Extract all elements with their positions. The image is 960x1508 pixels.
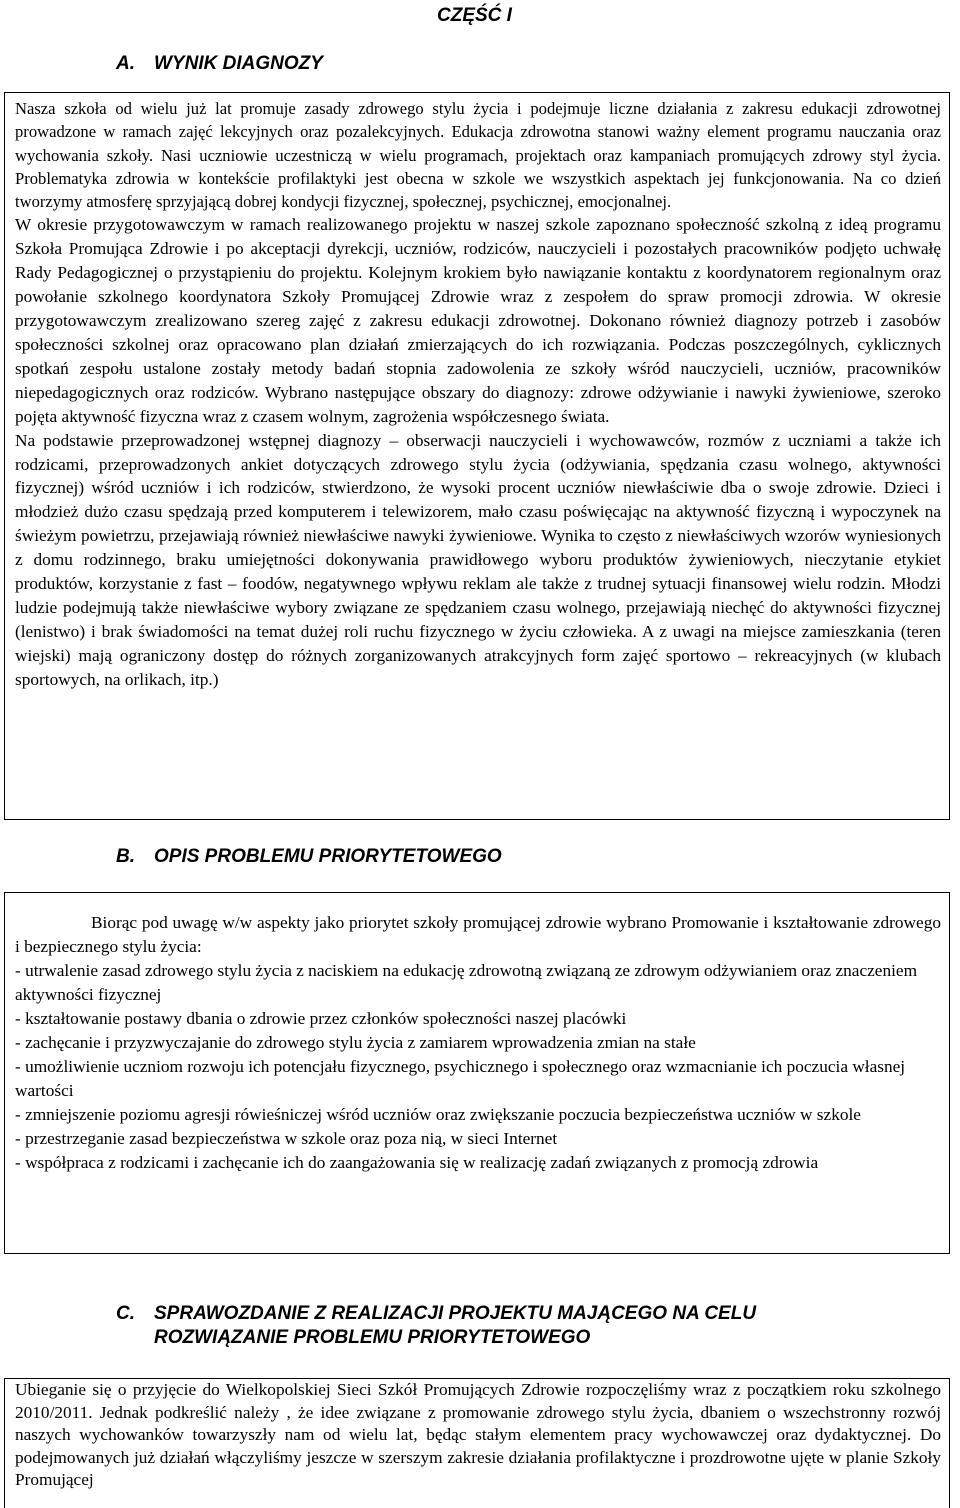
list-item: - przestrzeganie zasad bezpieczeństwa w szkole oraz poza nią, w sieci Internet xyxy=(15,1129,558,1148)
section-a-title: WYNIK DIAGNOZY xyxy=(154,53,323,74)
part-title: CZĘŚĆ I xyxy=(437,5,512,26)
section-a-heading xyxy=(116,52,323,76)
priority-list xyxy=(15,959,941,1175)
section-c-heading xyxy=(116,1302,756,1350)
list-item: - utrwalenie zasad zdrowego stylu życia z naciskiem na edukację zdrowotną związaną ze zdrowym odżywianiem oraz znaczeniem aktywności fizycznej xyxy=(15,961,918,1004)
section-a-paragraph-3: Na podstawie przeprowadzonej wstępnej diagnozy – obserwacji nauczycieli i wychowawców, rozmów z uczniami a także ich rodzicami, przeprowadzonych ankiet dotyczących zdrowego stylu życia (odżywiania, spędzania czasu wolnego, aktywności fizycznej) wśród uczniów i ich rodziców, stwierdzono, że wysoki procent uczniów niewłaściwie dba o swoje zdrowie. Dzieci i młodzież dużo czasu spędzają przed komputerem i telewizorem, mało czasu poświęcając na aktywność fizyczną i wypoczynek na świeżym powietrzu, przejawiają również niewłaściwe nawyki żywieniowe. Wynika to często z niewłaściwych wzorów wyniesionych z domu rodzinnego, braku umiejętności dokonywania prawidłowego wyboru produktów żywieniowych, nieczytanie etykiet produktów, korzystanie z fast – foodów, negatywnego wpływu reklam ale także z trudnej sytuacji finansowej wielu rodzin. Młodzi ludzie podejmują także niewłaściwe wybory związane ze spędzaniem czasu wolnego, przejawiają niechęć do aktywności fizycznej (lenistwo) i brak świadomości na temat dużej roli ruchu fizycznego w życiu człowieka. A z uwagi na miejsce zamieszkania (teren wiejski) mają ograniczony dostęp do różnych zorganizowanych atrakcyjnych form zajęć sportowo – rekreacyjnych (w klubach sportowych, na orlikach, itp.) xyxy=(15,430,941,689)
section-b-box xyxy=(4,892,950,1254)
section-a-paragraph-1: Nasza szkoła od wielu już lat promuje zasady zdrowego stylu życia i podejmuje liczne działania z zakresu edukacji zdrowotnej prowadzone w ramach zajęć lekcyjnych oraz pozalekcyjnych. Edukacja zdrowotna stanowi ważny element programu nauczania oraz wychowania szkoły. Nasi uczniowie uczestniczą w wielu programach, projektach oraz kampaniach promujących zdrowy styl życia. Problematyka zdrowia w kontekście profilaktyki jest obecna w szkole we wszystkich aspektach jej funkcjonowania. Na co dzień tworzymy atmosferę sprzyjającą dobrej kondycji fizycznej, społecznej, psychicznej, emocjonalnej. xyxy=(15,99,941,212)
section-a-paragraph-2: W okresie przygotowawczym w ramach realizowanego projektu w naszej szkole zapoznano społeczność szkolną z ideą programu Szkoła Promująca Zdrowie i po akceptacji dyrekcji, uczniów, rodziców, nauczycieli i pozostałych pracowników podjęto uchwałę Rady Pedagogicznej o przystąpieniu do projektu. Kolejnym krokiem było nawiązanie kontaktu z koordynatorem regionalnym oraz powołanie szkolnego koordynatora Szkoły Promującej Zdrowie wraz z zespołem do spraw promocji zdrowia. W okresie przygotowawczym zrealizowano szereg zajęć z zakresu edukacji zdrowotnej. Dokonano również diagnozy potrzeb i zasobów społeczności szkolnej oraz opracowano plan działań zmierzających do ich rozwiązania. Podczas poszczególnych, cyklicznych spotkań zespołu ustalone zostały metody badań stopnia zadowolenia ze szkoły wśród nauczycieli, uczniów, pracowników niepedagogicznych oraz rodziców. Wybrano następujące obszary do diagnozy: zdrowe odżywianie i nawyki żywieniowe, szeroko pojęta aktywność fizyczna wraz z czasem wolnym, zagrożenia współczesnego świata. xyxy=(15,215,941,426)
list-item: - umożliwienie uczniom rozwoju ich potencjału fizycznego, psychicznego i społecznego oraz wzmacnianie ich poczucia własnej wartości xyxy=(15,1057,906,1100)
section-a-box xyxy=(4,92,950,820)
section-b-heading xyxy=(116,845,502,869)
list-item: - zmniejszenie poziomu agresji rówieśniczej wśród uczniów oraz zwiększanie poczucia bezpieczeństwa uczniów w szkole xyxy=(15,1105,861,1124)
section-b-letter: B. xyxy=(116,846,135,867)
section-b-intro: Biorąc pod uwagę w/w aspekty jako priorytet szkoły promującej zdrowie wybrano Promowanie i kształtowanie zdrowego i bezpiecznego stylu życia: xyxy=(15,913,941,956)
section-b-title: OPIS PROBLEMU PRIORYTETOWEGO xyxy=(154,846,502,867)
list-item: - kształtowanie postawy dbania o zdrowie przez członków społeczności naszej placówki xyxy=(15,1009,627,1028)
list-item: - zachęcanie i przyzwyczajanie do zdrowego stylu życia z zamiarem wprowadzenia zmian na stałe xyxy=(15,1033,696,1052)
section-a-letter: A. xyxy=(116,53,135,74)
section-c-box xyxy=(4,1378,950,1508)
list-item: - współpraca z rodzicami i zachęcanie ich do zaangażowania się w realizację zadań związanych z promocją zdrowia xyxy=(15,1153,819,1172)
section-c-paragraph: Ubieganie się o przyjęcie do Wielkopolskiej Sieci Szkół Promujących Zdrowie rozpoczęliśmy wraz z początkiem roku szkolnego 2010/2011. Jednak podkreślić należy , że idee związane z promowanie zdrowego stylu życia, dbaniem o wszechstronny rozwój naszych wychowanków towarzyszły nam od wielu lat, będąc stałym elementem pracy wychowawczej oraz dydaktycznej. Do podejmowanych już działań włączyliśmy jeszcze w szerszym zakresie działania profilaktyczne i prozdrowotne ujęte w planie Szkoły Promującej xyxy=(15,1380,941,1490)
section-c-title-line-2: ROZWIĄZANIE PROBLEMU PRIORYTETOWEGO xyxy=(154,1327,591,1348)
section-c-letter: C. xyxy=(116,1303,135,1324)
section-c-title-line-1: SPRAWOZDANIE Z REALIZACJI PROJEKTU MAJĄCEGO NA CELU xyxy=(154,1303,757,1324)
